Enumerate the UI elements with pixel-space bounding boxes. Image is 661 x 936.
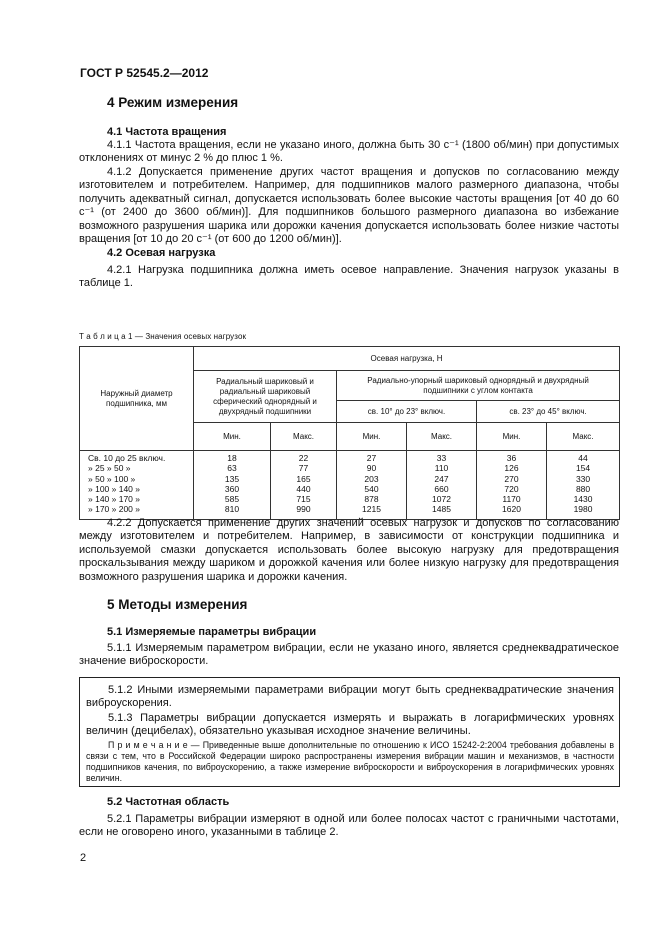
table-row: Св. 10 до 25 включ. 18 22 27 33 36 44 (80, 451, 620, 464)
table-row: » 25 » 50 » 63 77 90 110 126 154 (80, 463, 620, 473)
header-min: Мин. (477, 423, 547, 451)
table-row: » 50 » 100 » 135 165 203 247 270 330 (80, 474, 620, 484)
header-radial-bearings: Радиальный шариковый и радиальный шариковый сферический однорядный и двухрядный подшипники (194, 371, 337, 423)
document-header: ГОСТ Р 52545.2—2012 (80, 66, 209, 80)
supplementary-requirements-box (79, 677, 620, 787)
header-axial-load: Осевая нагрузка, Н (194, 347, 620, 371)
paragraph-5-1-3: 5.1.3 Параметры вибрации допускается измерять и выражать в логарифмических уровнях величин (децибелах), обязательно указывая исходное значение величины. (86, 712, 614, 738)
header-angle-10-23: св. 10° до 23° включ. (337, 401, 477, 423)
header-min: Мин. (337, 423, 407, 451)
paragraph-5-1-1: 5.1.1 Измеряемым параметром вибрации, если не указано иного, является среднеквадратическое значение виброскорости. (79, 642, 619, 668)
section-4-title: 4 Режим измерения (107, 95, 239, 110)
header-angle-23-45: св. 23° до 45° включ. (477, 401, 620, 423)
table-1-caption: Т а б л и ц а 1 — Значения осевых нагрузок (79, 332, 247, 341)
header-min: Мин. (194, 423, 271, 451)
axial-loads-table (79, 346, 620, 520)
section-5-2-title: 5.2 Частотная область (107, 796, 230, 808)
section-4-1-title: 4.1 Частота вращения (107, 126, 227, 138)
header-max: Макс. (547, 423, 620, 451)
header-max: Макс. (407, 423, 477, 451)
paragraph-4-2-2: 4.2.2 Допускается применение других значений осевых нагрузок и допусков по согласованию между изготовителем и потребителем. Например, в зависимости от конструкции подшипника и используемой смазки допускается использовать более высокую нагрузку для предотвращения проскальзывания между шариком и дорожкой качения или более низкую нагрузку для предотвращения возможного разрушения шарика и дорожки качения. (79, 517, 619, 583)
header-max: Макс. (271, 423, 337, 451)
paragraph-5-2-1: 5.2.1 Параметры вибрации измеряют в одной или более полосах частот с граничными частотами, если не оговорено иного, указанными в таблице 2. (79, 813, 619, 839)
header-angular-contact-bearings: Радиально-упорный шариковый однорядный и двухрядный подшипники с углом контакта (337, 371, 620, 401)
table-row: » 140 » 170 » 585 715 878 1072 1170 1430 (80, 494, 620, 504)
paragraph-4-1-2: 4.1.2 Допускается применение других частот вращения и допусков по согласованию между изготовителем и потребителем. Например, для подшипников малого размерного диапазона, чтобы получить адекватный сигнал, допускается использовать более высокие частоты вращения [от 40 до 60 с⁻¹ (от 2400 до 3600 об/мин)]. Для подшипников большого размерного диапазона во избежание возможного разрушения шарика или дорожки качения допускается использовать более низкие частоты вращения [от 10 до 20 с⁻¹ (от 600 до 1200 об/мин)]. (79, 166, 619, 246)
page-number: 2 (80, 852, 87, 864)
section-5-1-title: 5.1 Измеряемые параметры вибрации (107, 626, 317, 638)
section-5-title: 5 Методы измерения (107, 597, 248, 612)
section-4-2-title: 4.2 Осевая нагрузка (107, 247, 216, 259)
note: П р и м е ч а н и е — Приведенные выше дополнительные по отношению к ИСО 15242-2:2004 требования добавлены в связи с тем, что в Российской Федерации широко распространены измерения вибрации машин и механизмов, в частности подшипников качения, по виброускорению, а также измерение виброскорости и виброускорения в логарифмических уровнях величин. (86, 740, 614, 783)
paragraph-5-1-2: 5.1.2 Иными измеряемыми параметрами вибрации могут быть среднеквадратические значения виброускорения. (86, 684, 614, 710)
table-row: » 170 » 200 » 810 990 1215 1485 1620 1980 (80, 504, 620, 519)
table-row: » 100 » 140 » 360 440 540 660 720 880 (80, 484, 620, 494)
header-outer-diameter: Наружный диаметр подшипника, мм (80, 347, 194, 451)
paragraph-4-2-1: 4.2.1 Нагрузка подшипника должна иметь осевое направление. Значения нагрузок указаны в таблице 1. (79, 264, 619, 290)
paragraph-4-1-1: 4.1.1 Частота вращения, если не указано иного, должна быть 30 с⁻¹ (1800 об/мин) при допустимых отклонениях от минус 2 % до плюс 1 %. (79, 139, 619, 165)
